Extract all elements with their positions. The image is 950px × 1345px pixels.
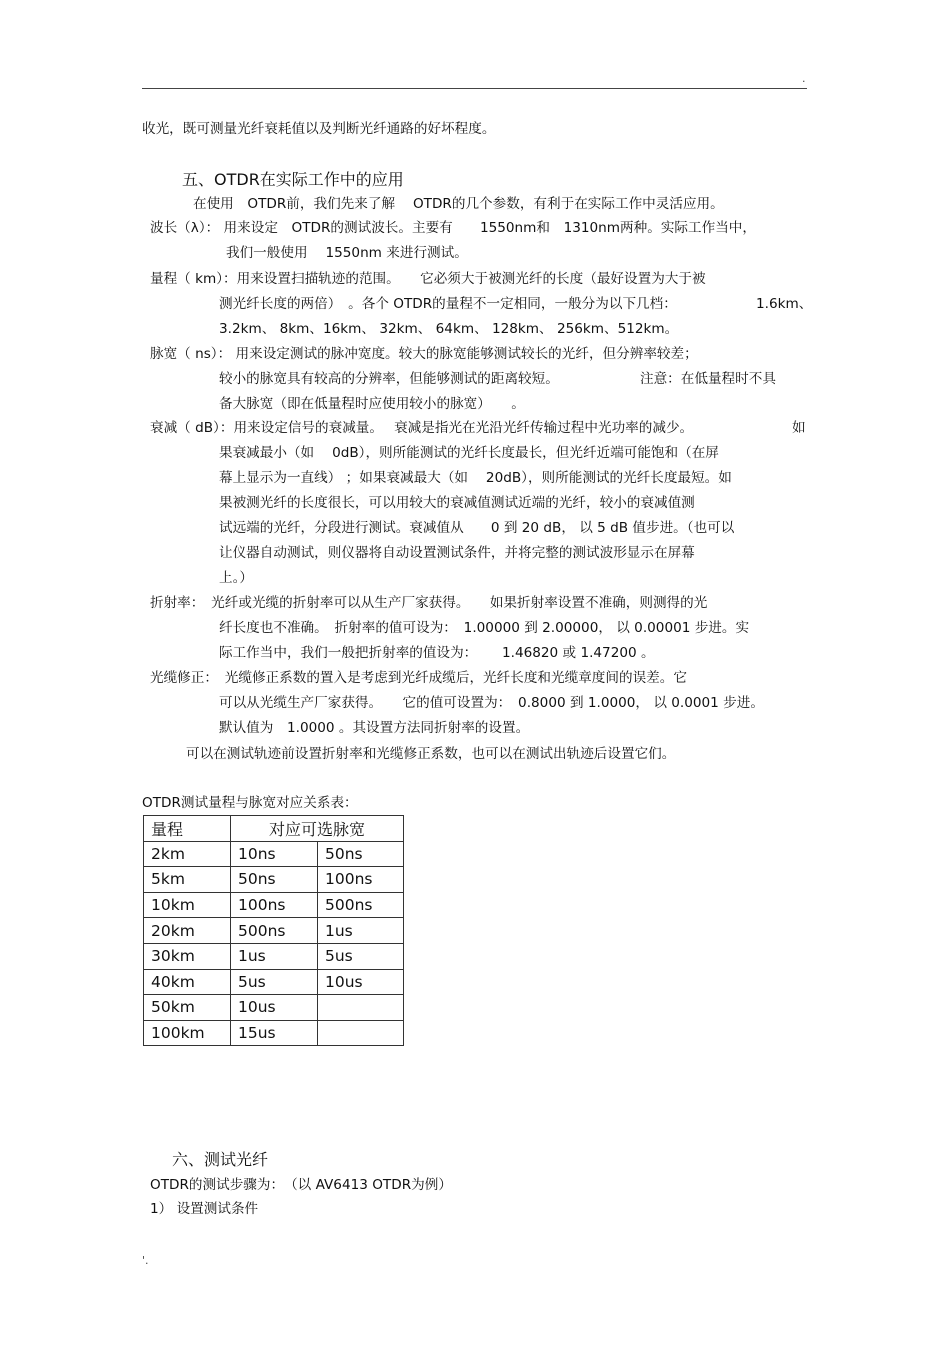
cell-pulse-2: 10us — [318, 969, 404, 995]
cell-pulse-1: 10us — [231, 995, 318, 1021]
range-pulse-table — [143, 815, 404, 1046]
section-6-steps-intro: OTDR的测试步骤为： （以 AV6413 OTDR为例） — [150, 1177, 452, 1193]
attenuation-line-1: 衰减（ dB）：用来设定信号的衰减量。 衰减是指光在光沿光纤传输过程中光功率的减少。 — [150, 420, 694, 436]
cell-pulse-2 — [318, 995, 404, 1021]
section-5-heading: 五、OTDR在实际工作中的应用 — [182, 170, 404, 189]
table-row — [144, 1020, 404, 1046]
section-6-step-1: 1） 设置测试条件 — [150, 1201, 259, 1217]
intro-paragraph: 收光，既可测量光纤衰耗值以及判断光纤通路的好坏程度。 — [142, 121, 496, 137]
table-header-range: 量程 — [144, 816, 231, 842]
pulse-line-2: 较小的脉宽具有较高的分辨率，但能够测试的距离较短。 — [219, 371, 559, 387]
cable-line-3: 默认值为 1.0000 。其设置方法同折射率的设置。 — [219, 720, 530, 736]
cable-line-1: 光缆修正： 光缆修正系数的置入是考虑到光纤成缆后，光纤长度和光缆章度间的误差。它 — [150, 670, 687, 686]
cell-range: 30km — [144, 943, 231, 969]
cell-pulse-1: 10ns — [231, 841, 318, 867]
cell-pulse-2: 500ns — [318, 892, 404, 918]
cell-pulse-1: 1us — [231, 943, 318, 969]
pulse-line-2-end: 注意：在低量程时不具 — [640, 371, 776, 387]
table-row — [144, 918, 404, 944]
pulse-line-3: 备大脉宽（即在低量程时应使用较小的脉宽） 。 — [219, 396, 525, 412]
table-header-pulse: 对应可选脉宽 — [231, 816, 404, 842]
table-row — [144, 943, 404, 969]
cell-range: 40km — [144, 969, 231, 995]
attenuation-line-4: 果被测光纤的长度很长，可以用较大的衰减值测试近端的光纤，较小的衰减值测 — [219, 495, 695, 511]
cell-range: 20km — [144, 918, 231, 944]
section-6-heading: 六、测试光纤 — [172, 1150, 269, 1169]
refraction-line-1: 折射率： 光纤或光缆的折射率可以从生产厂家获得。 如果折射率设置不准确，则测得的光 — [150, 595, 708, 611]
cell-pulse-2: 5us — [318, 943, 404, 969]
cell-pulse-2: 1us — [318, 918, 404, 944]
table-row — [144, 841, 404, 867]
cell-pulse-2 — [318, 1020, 404, 1046]
refraction-line-2: 纤长度也不准确。 折射率的值可设为： 1.00000 到 2.00000， 以 0.00001 步进。实 — [219, 620, 750, 636]
refraction-line-3: 际工作当中，我们一般把折射率的值设为： 1.46820 或 1.47200 。 — [219, 645, 655, 661]
attenuation-line-3: 幕上显示为一直线） ；如果衰减最大（如 20dB），则所能测试的光纤长度最短。如 — [219, 470, 732, 486]
footer-mark: '. — [142, 1254, 149, 1267]
cell-pulse-1: 50ns — [231, 867, 318, 893]
cell-pulse-1: 500ns — [231, 918, 318, 944]
cell-range: 10km — [144, 892, 231, 918]
pulse-line-1: 脉宽（ ns）： 用来设定测试的脉冲宽度。较大的脉宽能够测试较长的光纤，但分辨率较差； — [150, 346, 698, 362]
attenuation-line-2: 果衰减最小（如 0dB），则所能测试的光纤长度最长，但光纤近端可能饱和（在屏 — [219, 445, 719, 461]
attenuation-line-7: 上。） — [219, 570, 253, 586]
cell-range: 50km — [144, 995, 231, 1021]
attenuation-line-5: 试远端的光纤，分段进行测试。衰减值从 0 到 20 dB， 以 5 dB 值步进。（也可以 — [219, 520, 735, 536]
section-5-lead: 在使用 OTDR前，我们先来了解 OTDR的几个参数，有利于在实际工作中灵活应用。 — [193, 196, 724, 212]
table-caption: OTDR测试量程与脉宽对应关系表： — [142, 795, 358, 811]
range-line-1: 量程（ km）：用来设置扫描轨迹的范围。 它必须大于被测光纤的长度（最好设置为大于被 — [150, 271, 706, 287]
cell-pulse-1: 15us — [231, 1020, 318, 1046]
table-row — [144, 969, 404, 995]
cell-range: 5km — [144, 867, 231, 893]
table-row — [144, 892, 404, 918]
attenuation-line-1-end: 如 — [792, 420, 806, 436]
table-row — [144, 995, 404, 1021]
range-line-2: 测光纤长度的两倍） 。各个 OTDR的量程不一定相同，一般分为以下几档： — [219, 296, 677, 312]
attenuation-line-6: 让仪器自动测试，则仪器将自动设置测试条件，并将完整的测试波形显示在屏幕 — [219, 545, 695, 561]
cell-pulse-1: 5us — [231, 969, 318, 995]
header-rule — [142, 88, 807, 89]
cell-range: 100km — [144, 1020, 231, 1046]
cell-pulse-2: 100ns — [318, 867, 404, 893]
cell-range: 2km — [144, 841, 231, 867]
table-row — [144, 867, 404, 893]
range-line-3: 3.2km、 8km、16km、 32km、 64km、 128km、 256km、512km。 — [219, 321, 679, 337]
cable-line-2: 可以从光缆生产厂家获得。 它的值可设置为： 0.8000 到 1.0000， 以 0.0001 步进。 — [219, 695, 764, 711]
range-line-2-end: 1.6km、 — [756, 296, 813, 312]
closing-paragraph: 可以在测试轨迹前设置折射率和光缆修正系数，也可以在测试出轨迹后设置它们。 — [186, 746, 676, 762]
cell-pulse-2: 50ns — [318, 841, 404, 867]
wavelength-line-2: 我们一般使用 1550nm 来进行测试。 — [226, 245, 468, 261]
table-header-row — [144, 816, 404, 842]
cell-pulse-1: 100ns — [231, 892, 318, 918]
wavelength-line-1: 波长（λ）： 用来设定 OTDR的测试波长。主要有 1550nm和 1310nm两种。实际工作当中， — [150, 220, 756, 236]
header-mark: . — [802, 72, 806, 85]
